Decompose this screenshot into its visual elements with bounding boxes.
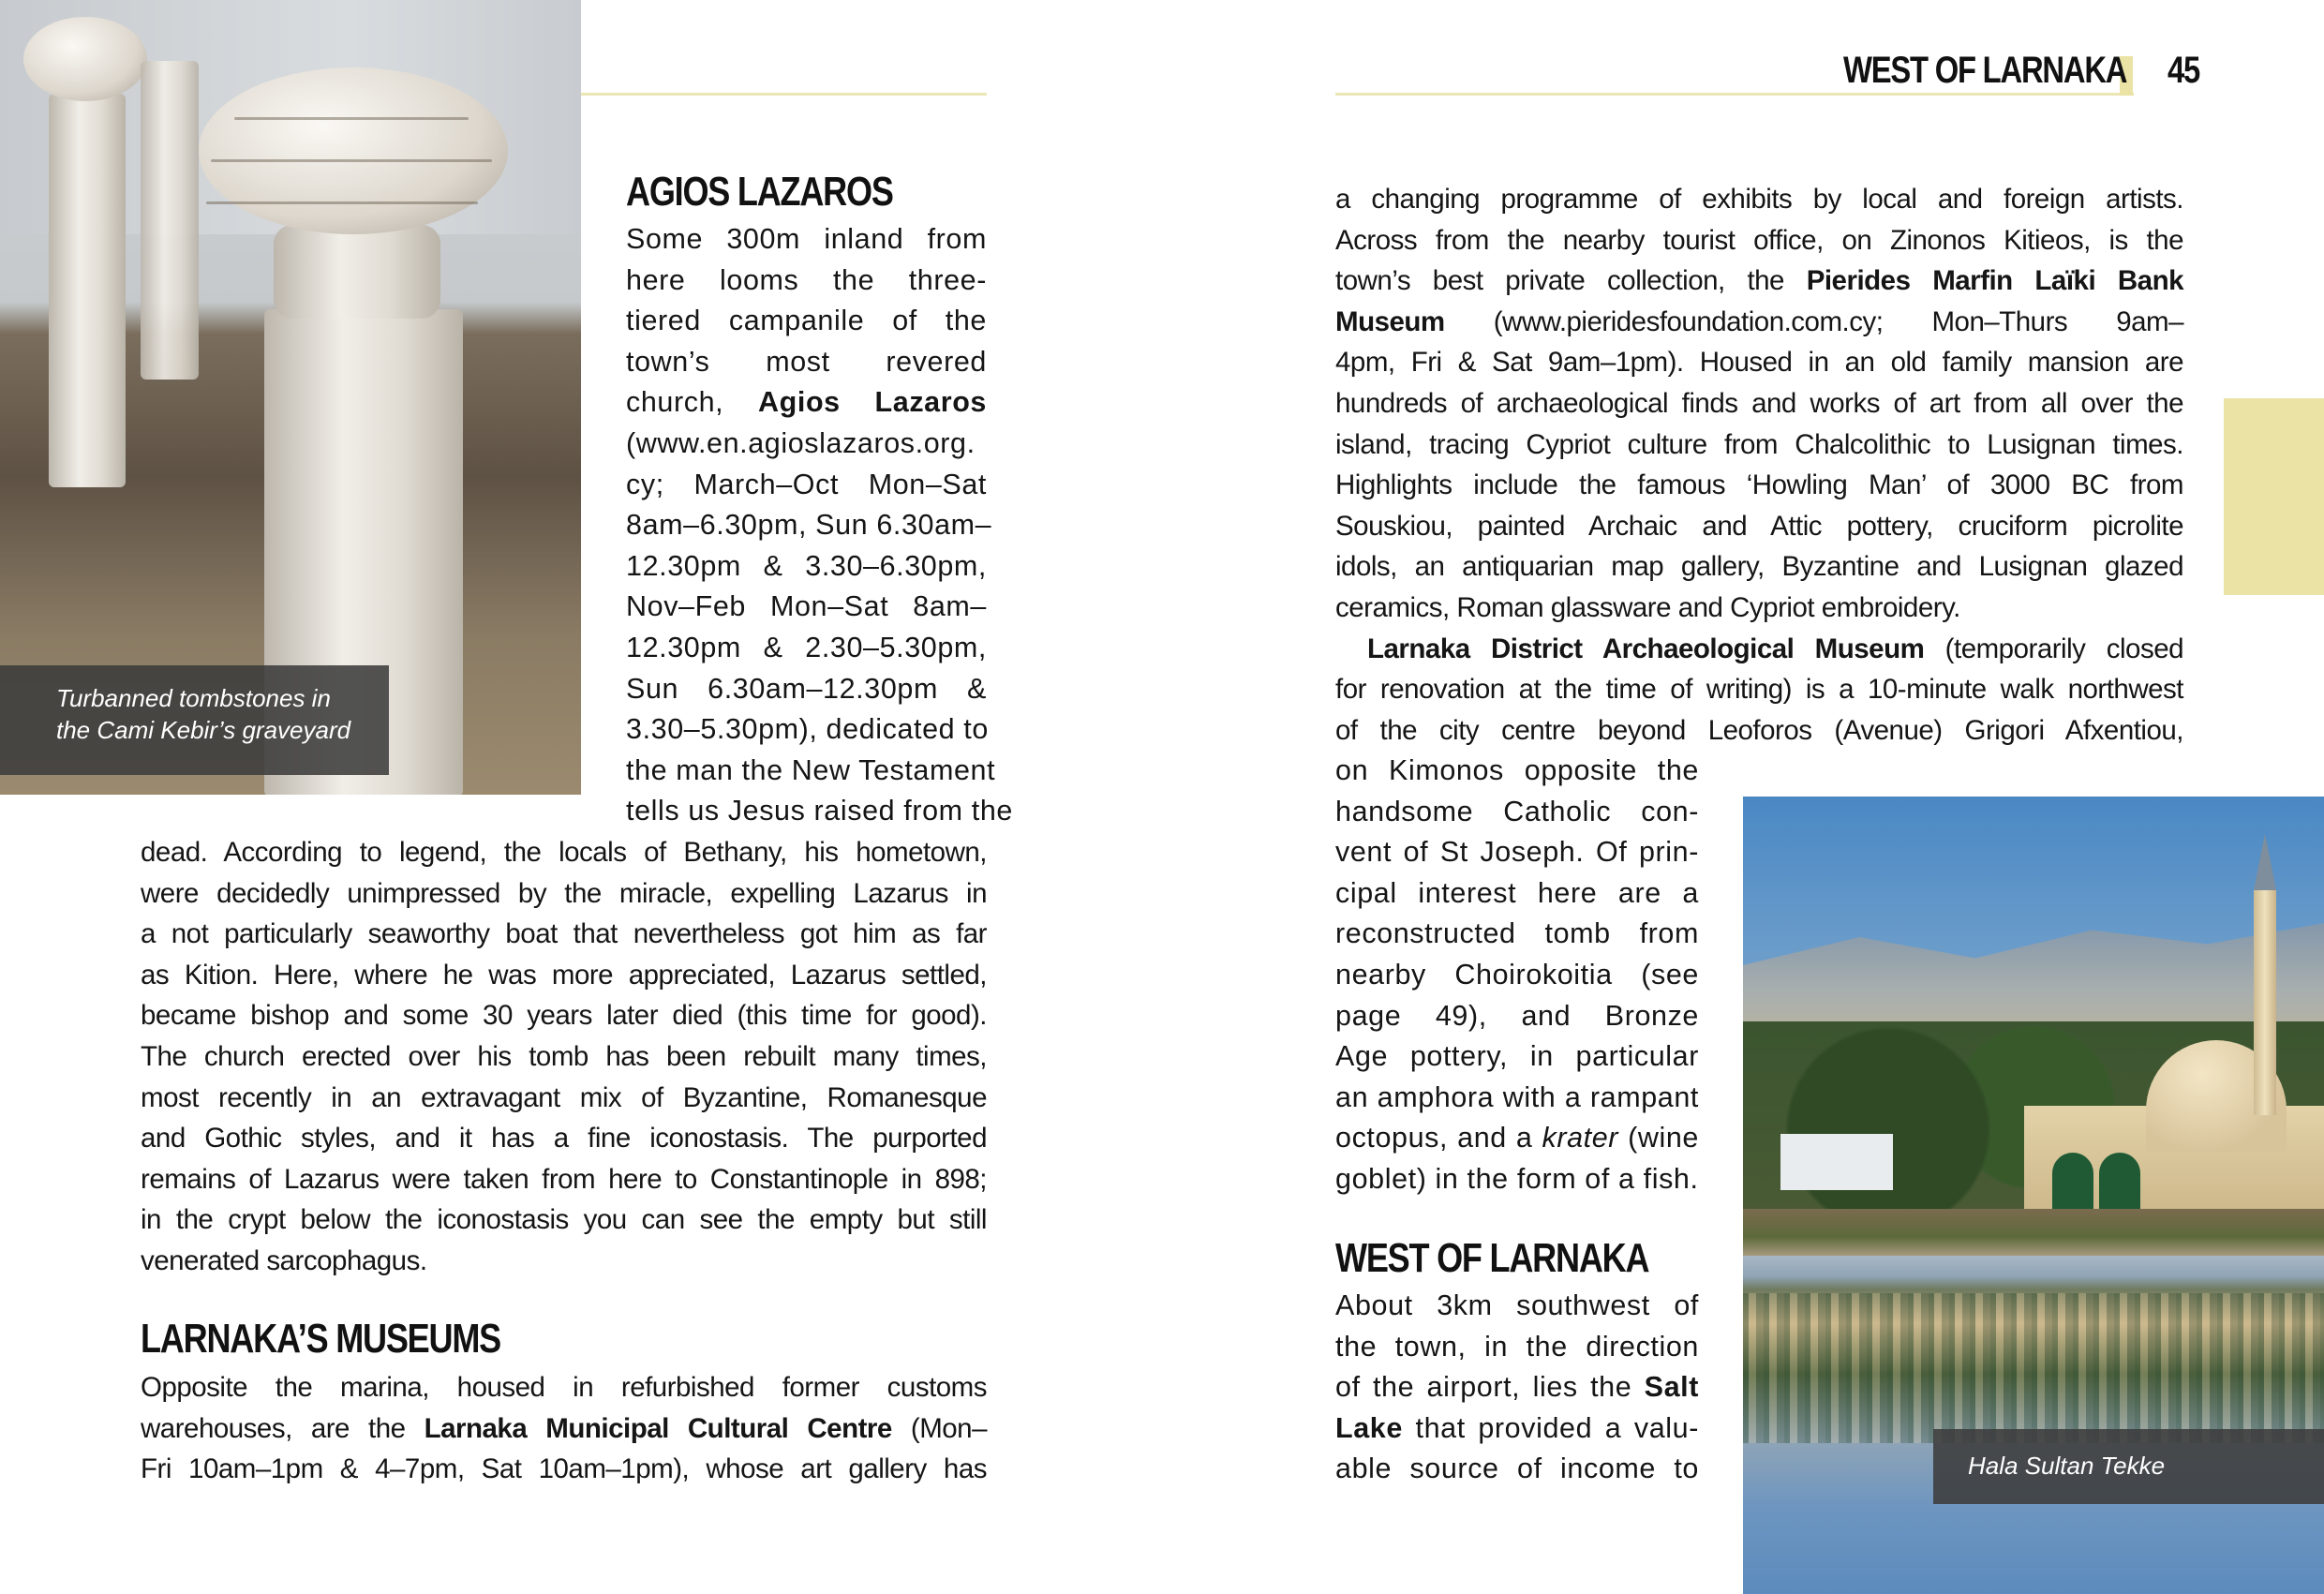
text-line: goblet) in the form of a fish. [1335,1162,1699,1195]
caption-line: Hala Sultan Tekke [1968,1452,2166,1480]
text-line: Highlights include the famous ‘Howling Man’ of 3000 BC from [1335,469,2183,501]
text-line: reconstructed tomb from [1335,917,1699,950]
caption-line: Turbanned tombstones in [56,684,331,712]
text-line: able source of income to [1335,1452,1699,1485]
agios-lazaros-wide-column [141,832,987,1282]
text-line: 12.30pm & 3.30–6.30pm, [626,549,987,582]
thumb-tab [2224,398,2324,595]
text-line: Souskiou, painted Archaic and Attic pottery, cruciform picrolite [1335,510,2183,542]
photo-caption-tombstones [0,665,389,775]
text-line: Opposite the marina, housed in refurbished former customs [141,1372,987,1403]
text-line: hundreds of archaeological finds and works of art from all over the [1335,387,2183,419]
text-line: for renovation at the time of writing) is a 10-minute walk northwest [1335,674,2183,706]
text-line: page 49), and Bronze [1335,999,1699,1032]
text-line: venerated sarcophagus. [141,1244,427,1276]
text-line: dead. According to legend, the locals of Bethany, his hometown, [141,837,987,868]
text-line: town’s best private collection, the Pierides Marfin Laïki Bank [1335,265,2183,297]
text-line: town’s most revered [626,345,987,378]
text-line: cy; March–Oct Mon–Sat [626,468,987,500]
text-line: (www.en.agioslazaros.org. [626,426,976,459]
place-name-pierides-museum: Museum [1335,305,1445,337]
text-line: of the airport, lies the Salt [1335,1371,1699,1404]
text-line: Across from the nearby tourist office, on Zinonos Kitieos, is the [1335,224,2183,256]
text-line: remains of Lazarus were taken from here to Constantinople in 898; [141,1163,987,1195]
place-name-cultural-centre: Larnaka Municipal Cultural Centre [424,1412,892,1444]
text-line: a changing programme of exhibits by local and foreign artists. [1335,184,2183,215]
place-name-pierides-museum: Pierides Marfin Laïki Bank [1806,265,2183,297]
text-line: became bishop and some 30 years later died (this time for good). [141,1000,987,1032]
text-line: an amphora with a rampant [1335,1080,1699,1113]
text-line: warehouses, are the Larnaka Municipal Cultural Centre (Mon– [141,1412,987,1444]
text-line: cipal interest here are a [1335,876,1699,909]
text-line: church, Agios Lazaros [626,386,987,419]
text-line: of the city centre beyond Leoforos (Avenue) Grigori Afxentiou, [1335,714,2183,746]
text-line: and Gothic styles, and it has a fine iconostasis. The purported [141,1123,987,1155]
text-line: as Kition. Here, where he was more appreciated, Lazarus settled, [141,959,987,991]
photo-caption-mosque [1933,1429,2324,1504]
text-line: on Kimonos opposite the [1335,754,1699,786]
text-line: Age pottery, in particular [1335,1040,1699,1073]
agios-lazaros-narrow-column [626,219,1013,832]
heading-larnaka-museums: LARNAKA’S MUSEUMS [141,1316,501,1362]
term-krater: krater [1542,1122,1619,1155]
museums-intro [141,1367,987,1490]
text-line: 3.30–5.30pm), dedicated to [626,713,989,746]
text-line: were decidedly unimpressed by the miracle, expelling Lazarus in [141,877,987,909]
district-museum-narrow-column [1335,751,1699,1200]
place-name-salt-lake: Lake [1335,1411,1403,1444]
running-header-title: WEST OF LARNAKA [1843,50,2127,91]
west-of-larnaka-text [1335,1286,1699,1490]
text-line: tells us Jesus raised from the [626,795,1013,827]
museums-continued [1335,179,2183,751]
text-line: vent of St Joseph. Of prin- [1335,836,1699,869]
text-line: Some 300m inland from [626,223,987,255]
text-line: About 3km southwest of [1335,1289,1699,1321]
text-line: most recently in an extravagant mix of Byzantine, Romanesque [141,1081,987,1113]
text-line: octopus, and a krater (wine [1335,1122,1699,1155]
text-line: nearby Choirokoitia (see [1335,958,1699,991]
text-line: Nov–Feb Mon–Sat 8am– [626,590,987,623]
text-line: island, tracing Cypriot culture from Chalcolithic to Lusignan times. [1335,428,2183,460]
page-number: 45 [2168,50,2200,91]
caption-line: the Cami Kebir’s graveyard [56,716,351,744]
text-line: in the crypt below the iconostasis you can see the empty but still [141,1204,987,1236]
text-line: The church erected over his tomb has been rebuilt many times, [141,1040,987,1072]
text-line: ceramics, Roman glassware and Cypriot embroidery. [1335,591,1960,623]
text-line: idols, an antiquarian map gallery, Byzantine and Lusignan glazed [1335,551,2183,583]
text-line: 8am–6.30pm, Sun 6.30am– [626,509,992,542]
text-line: Larnaka District Archaeological Museum (temporarily closed [1367,633,2184,664]
text-line: 12.30pm & 2.30–5.30pm, [626,631,987,663]
text-line: Sun 6.30am–12.30pm & [626,672,987,705]
place-name-agios-lazaros: Agios Lazaros [758,386,987,419]
text-line: Lake that provided a valu- [1335,1411,1699,1444]
header-rule-right [1335,93,2134,96]
header-rule-left [581,93,987,96]
text-line: the town, in the direction [1335,1330,1699,1363]
text-line: a not particularly seaworthy boat that nevertheless got him as far [141,918,987,950]
text-line: Museum (www.pieridesfoundation.com.cy; Mon–Thurs 9am– [1335,305,2183,337]
heading-west-of-larnaka: WEST OF LARNAKA [1335,1235,1649,1281]
text-line: Fri 10am–1pm & 4–7pm, Sat 10am–1pm), whose art gallery has [141,1453,987,1485]
text-line: handsome Catholic con- [1335,795,1699,827]
place-name-district-museum: Larnaka District Archaeological Museum [1367,633,1925,664]
text-line: here looms the three- [626,263,987,296]
text-line: the man the New Testament [626,753,996,786]
text-line: tiered campanile of the [626,305,987,337]
heading-agios-lazaros: AGIOS LAZAROS [626,169,893,215]
text-line: 4pm, Fri & Sat 9am–1pm). Housed in an old family mansion are [1335,347,2183,379]
place-name-salt-lake: Salt [1644,1371,1699,1404]
